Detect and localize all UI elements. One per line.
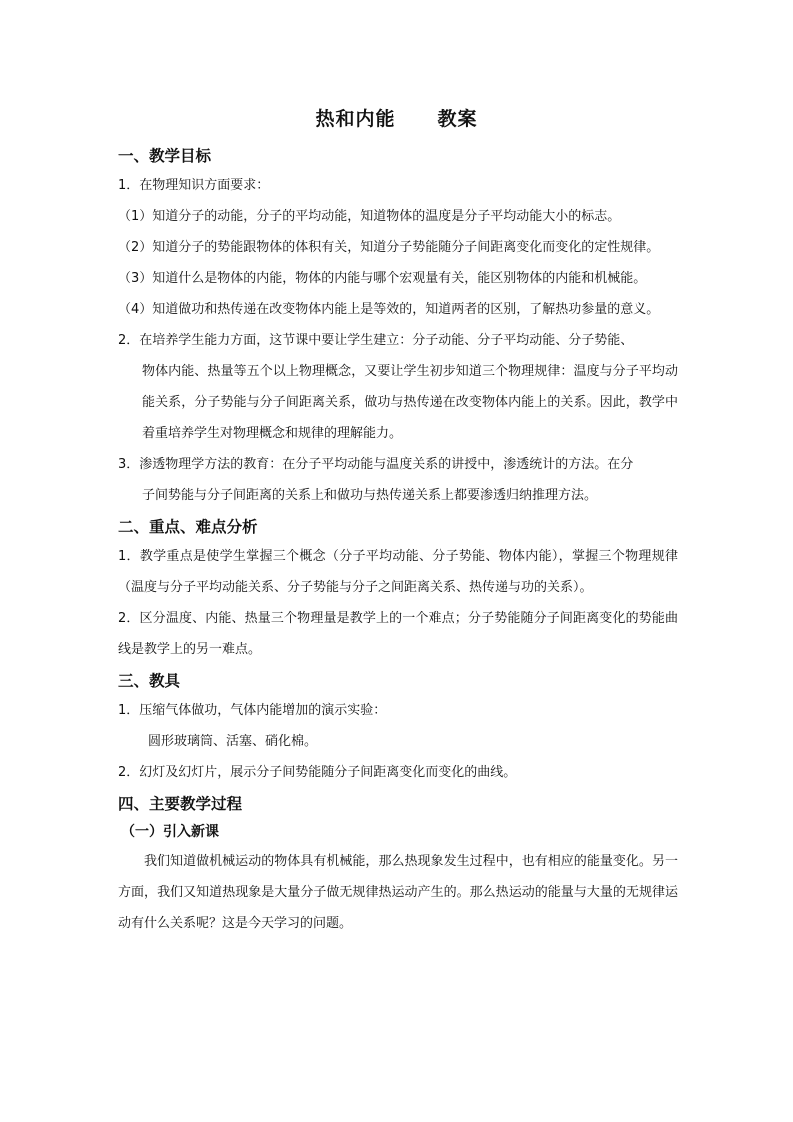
paragraph-knowledge: 1．在物理知识方面要求： [118,178,270,193]
paragraph-knowledge-4: （4）知道做功和热传递在改变物体内能上是等效的，知道两者的区别，了解热功参量的意义。 [118,302,660,317]
paragraph-method [118,449,678,511]
document-body [118,140,678,939]
section-heading-equipment: 三、教具 [118,672,181,690]
section-heading-process: 四、主要教学过程 [118,795,243,813]
paragraph-key-point: 1．教学重点是使学生掌握三个概念（分子平均动能、分子势能、物体内能），掌握三个物理规律（温度与分子平均动能关系、分子势能与分子之间距离关系、热传递与功的关系）。 [118,549,678,595]
paragraph-method-lead: 3．渗透物理学方法的教育：在分子平均动能与温度关系的讲授中，渗透统计的方法。在分 [118,457,634,472]
section-heading-key-points: 二、重点、难点分析 [118,518,258,536]
paragraph-demo-items: 圆形玻璃筒、活塞、硝化棉。 [148,734,318,749]
paragraph-demo: 1．压缩气体做功，气体内能增加的演示实验： [118,703,387,718]
section-heading-objectives: 一、教学目标 [118,147,212,165]
paragraph-ability-rest: 物体内能、热量等五个以上物理概念，又要让学生初步知道三个物理规律：温度与分子平均动能关系，分子势能与分子间距离关系，做功与热传递在改变物体内能上的关系。因此，教学中着重培养学生对物理概念和规律的理解能力。 [142,364,678,441]
title-sub: 教案 [437,108,478,130]
paragraph-intro: 我们知道做机械运动的物体具有机械能，那么热现象发生过程中，也有相应的能量变化。另一方面，我们又知道热现象是大量分子做无规律热运动产生的。那么热运动的能量与大量的无规律运动有什么关系呢？这是今天学习的问题。 [118,854,678,931]
document-title [0,104,793,131]
title-main: 热和内能 [315,108,396,130]
paragraph-knowledge-2: （2）知道分子的势能跟物体的体积有关，知道分子势能随分子间距离变化而变化的定性规律。 [118,240,660,255]
paragraph-slides: 2．幻灯及幻灯片，展示分子间势能随分子间距离变化而变化的曲线。 [118,765,517,780]
paragraph-knowledge-3: （3）知道什么是物体的内能，物体的内能与哪个宏观量有关，能区别物体的内能和机械能。 [118,271,647,286]
paragraph-ability [118,325,678,449]
subsection-heading-intro: （一）引入新课 [121,824,219,840]
paragraph-method-rest: 子间势能与分子间距离的关系上和做功与热传递关系上都要渗透归纳推理方法。 [142,488,598,503]
paragraph-ability-lead: 2．在培养学生能力方面，这节课中要让学生建立：分子动能、分子平均动能、分子势能、 [118,333,634,348]
paragraph-knowledge-1: （1）知道分子的动能，分子的平均动能，知道物体的温度是分子平均动能大小的标志。 [118,209,621,224]
paragraph-difficulty: 2．区分温度、内能、热量三个物理量是教学上的一个难点；分子势能随分子间距离变化的势能曲线是教学上的另一难点。 [118,611,678,657]
